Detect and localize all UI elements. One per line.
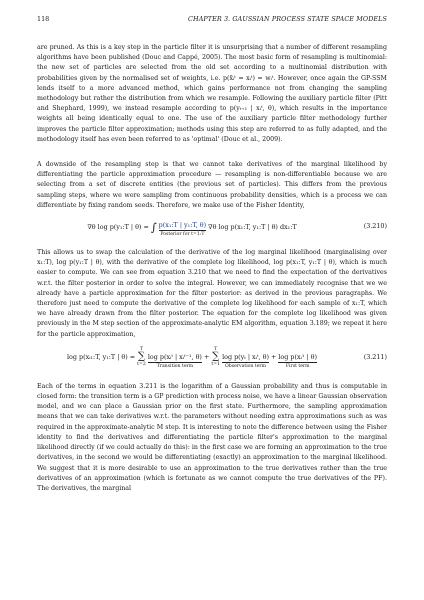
observation-term: log p(yₜ | xᵢᵗ, θ) [222, 352, 269, 361]
equation-body [37, 347, 347, 369]
paragraph-downside: A downside of the resampling step is that we cannot take derivatives of the marginal likelihood by differentiating the particle approximation procedure — resampling is non-differentiable because we are selecting from a set of discrete entities (the previous set of particles). This differs from the previous sampling steps, where we were sampling from continuous probability densities, which is a process we can differentiate by fixing random seeds. Therefore, we make use of the Fisher Identity, [37, 161, 387, 209]
page-number: 118 [37, 15, 50, 23]
transition-label: Transition term [156, 363, 194, 369]
running-head: CHAPTER 3. GAUSSIAN PROCESS STATE SPACE MODELS [188, 15, 387, 23]
paragraph-resampling: are pruned. As this is a key step in the particle filter it is unsurprising that a number of different resampling algorithms have been published (Douc and Cappé, 2005). The most basic form of resampling is multinomial: the new set of particles are selected from the old set according to a multinomial distribution with probabilities given by the normalised set of weights, i.e. p(x̃ᵢᵗ = xᵢᵗ) = wᵢᵗ. However, once again the GP-SSM lends itself to a more advanced method, which gains performance not from changing the sampling methodology but rather the distribution from which we resample. Following the auxiliary particle filter (Pitt and Shephard, 1999), we instead resample according to p(yₜ₊₁ | xᵢᵗ, θ), which results in the importance weights all being identically equal to one. The use of the auxiliary particle filter methodology further improves the particle filter approximation; methods using this step are referred to as fully adapted, and the methodology itself has even been referred to as 'optimal' (Douc et al., 2009). [37, 44, 387, 143]
equation-number: (3.211) [363, 352, 387, 361]
equation-body [37, 221, 347, 237]
sum-lower-limit: t=1 [211, 361, 221, 367]
paragraph-closed-form: Each of the terms in equation 3.211 is the logarithm of a Gaussian probability and thus is computable in closed form: the transition term is a GP prediction with process noise, we have a linear Gaussian observation model, and we can place a Gaussian prior on the first state. Furthermore, the sampling approximation means that we can take derivatives w.r.t. the parameters without needing extra approximations such as was required in the approximate-analytic M step. It is interesting to note the difference between using the Fisher identity to find the derivatives and differentiating the particle filter's approximation to the marginal likelihood directly (if we could actually do this): in the first case we are forming an approximation to the true derivatives, in the second we would be differentiating (exactly) an approximation to the marginal likelihood. We suggest that it is more desirable to use an approximation to the true derivatives rather than the true derivatives of an approximation (which is fortunate as we cannot compute the true derivatives of the PF). The derivatives, the marginal [37, 382, 387, 492]
transition-group [148, 353, 202, 369]
first-group [278, 353, 317, 369]
equation-rest: ∇θ log p(x₁:T, y₁:T | θ) dx₁:T [208, 223, 297, 232]
first-label: First term [285, 363, 310, 369]
posterior-label: Posterior for t=1:T [160, 232, 205, 238]
sum-lower-limit: t=2 [137, 361, 146, 367]
equation-lhs: ∇θ log p(y₁:T | θ) = [87, 223, 149, 232]
sum-observation [211, 347, 220, 367]
plus-sign: + [203, 352, 210, 361]
transition-term: log p(xᵢᵗ | xᵢᵗ⁻¹, θ) [147, 352, 202, 361]
observation-group [222, 353, 269, 369]
page-body [37, 43, 387, 494]
equation-3-211 [37, 345, 387, 379]
page-header [37, 15, 387, 25]
equation-number: (3.210) [363, 222, 387, 231]
sum-transition [137, 347, 146, 367]
first-term: log p(xᵢ¹ | θ) [278, 352, 317, 361]
integral-sign: ∫ [150, 221, 157, 235]
paragraph-fisher: This allows us to swap the calculation of the derivative of the log marginal likelihood (marginalising over x₁:T), log p(y₁:T | θ), with the derivative of the complete log likelihood, log p(x₁:T, y₁:T | θ), which is much easier to compute. We can see from equation 3.210 that we need to find the expectation of the derivatives w.r.t. the filter posterior in order to solve the integral. However, we can immediately recognise that we we already have a particle approximation for the filter posterior: as derived in the previous paragraphs. We therefore just need to compute the derivative of the complete log likelihood for each sample of x₁:T, which we have already drawn from the filter posterior. The equation for the complete log likelihood was given previously in the M step section of the approximate-analytic EM algorithm, equation 3.189; we repeat it here for the particle approximation, [37, 249, 387, 338]
sum-upper-limit: T [139, 346, 144, 352]
sigma-symbol: ∑ [137, 350, 146, 362]
equation-lhs: log p(xᵢ₁:T, y₁:T | θ) = [67, 352, 136, 361]
sigma-symbol: ∑ [212, 350, 220, 362]
sum-upper-limit: T [214, 346, 218, 352]
equation-3-210 [37, 217, 387, 245]
observation-label: Observation term [225, 363, 266, 369]
plus-sign: + [270, 352, 277, 361]
posterior-group [159, 221, 206, 237]
posterior-term: p(x₁:T | y₁:T, θ) [158, 221, 207, 230]
